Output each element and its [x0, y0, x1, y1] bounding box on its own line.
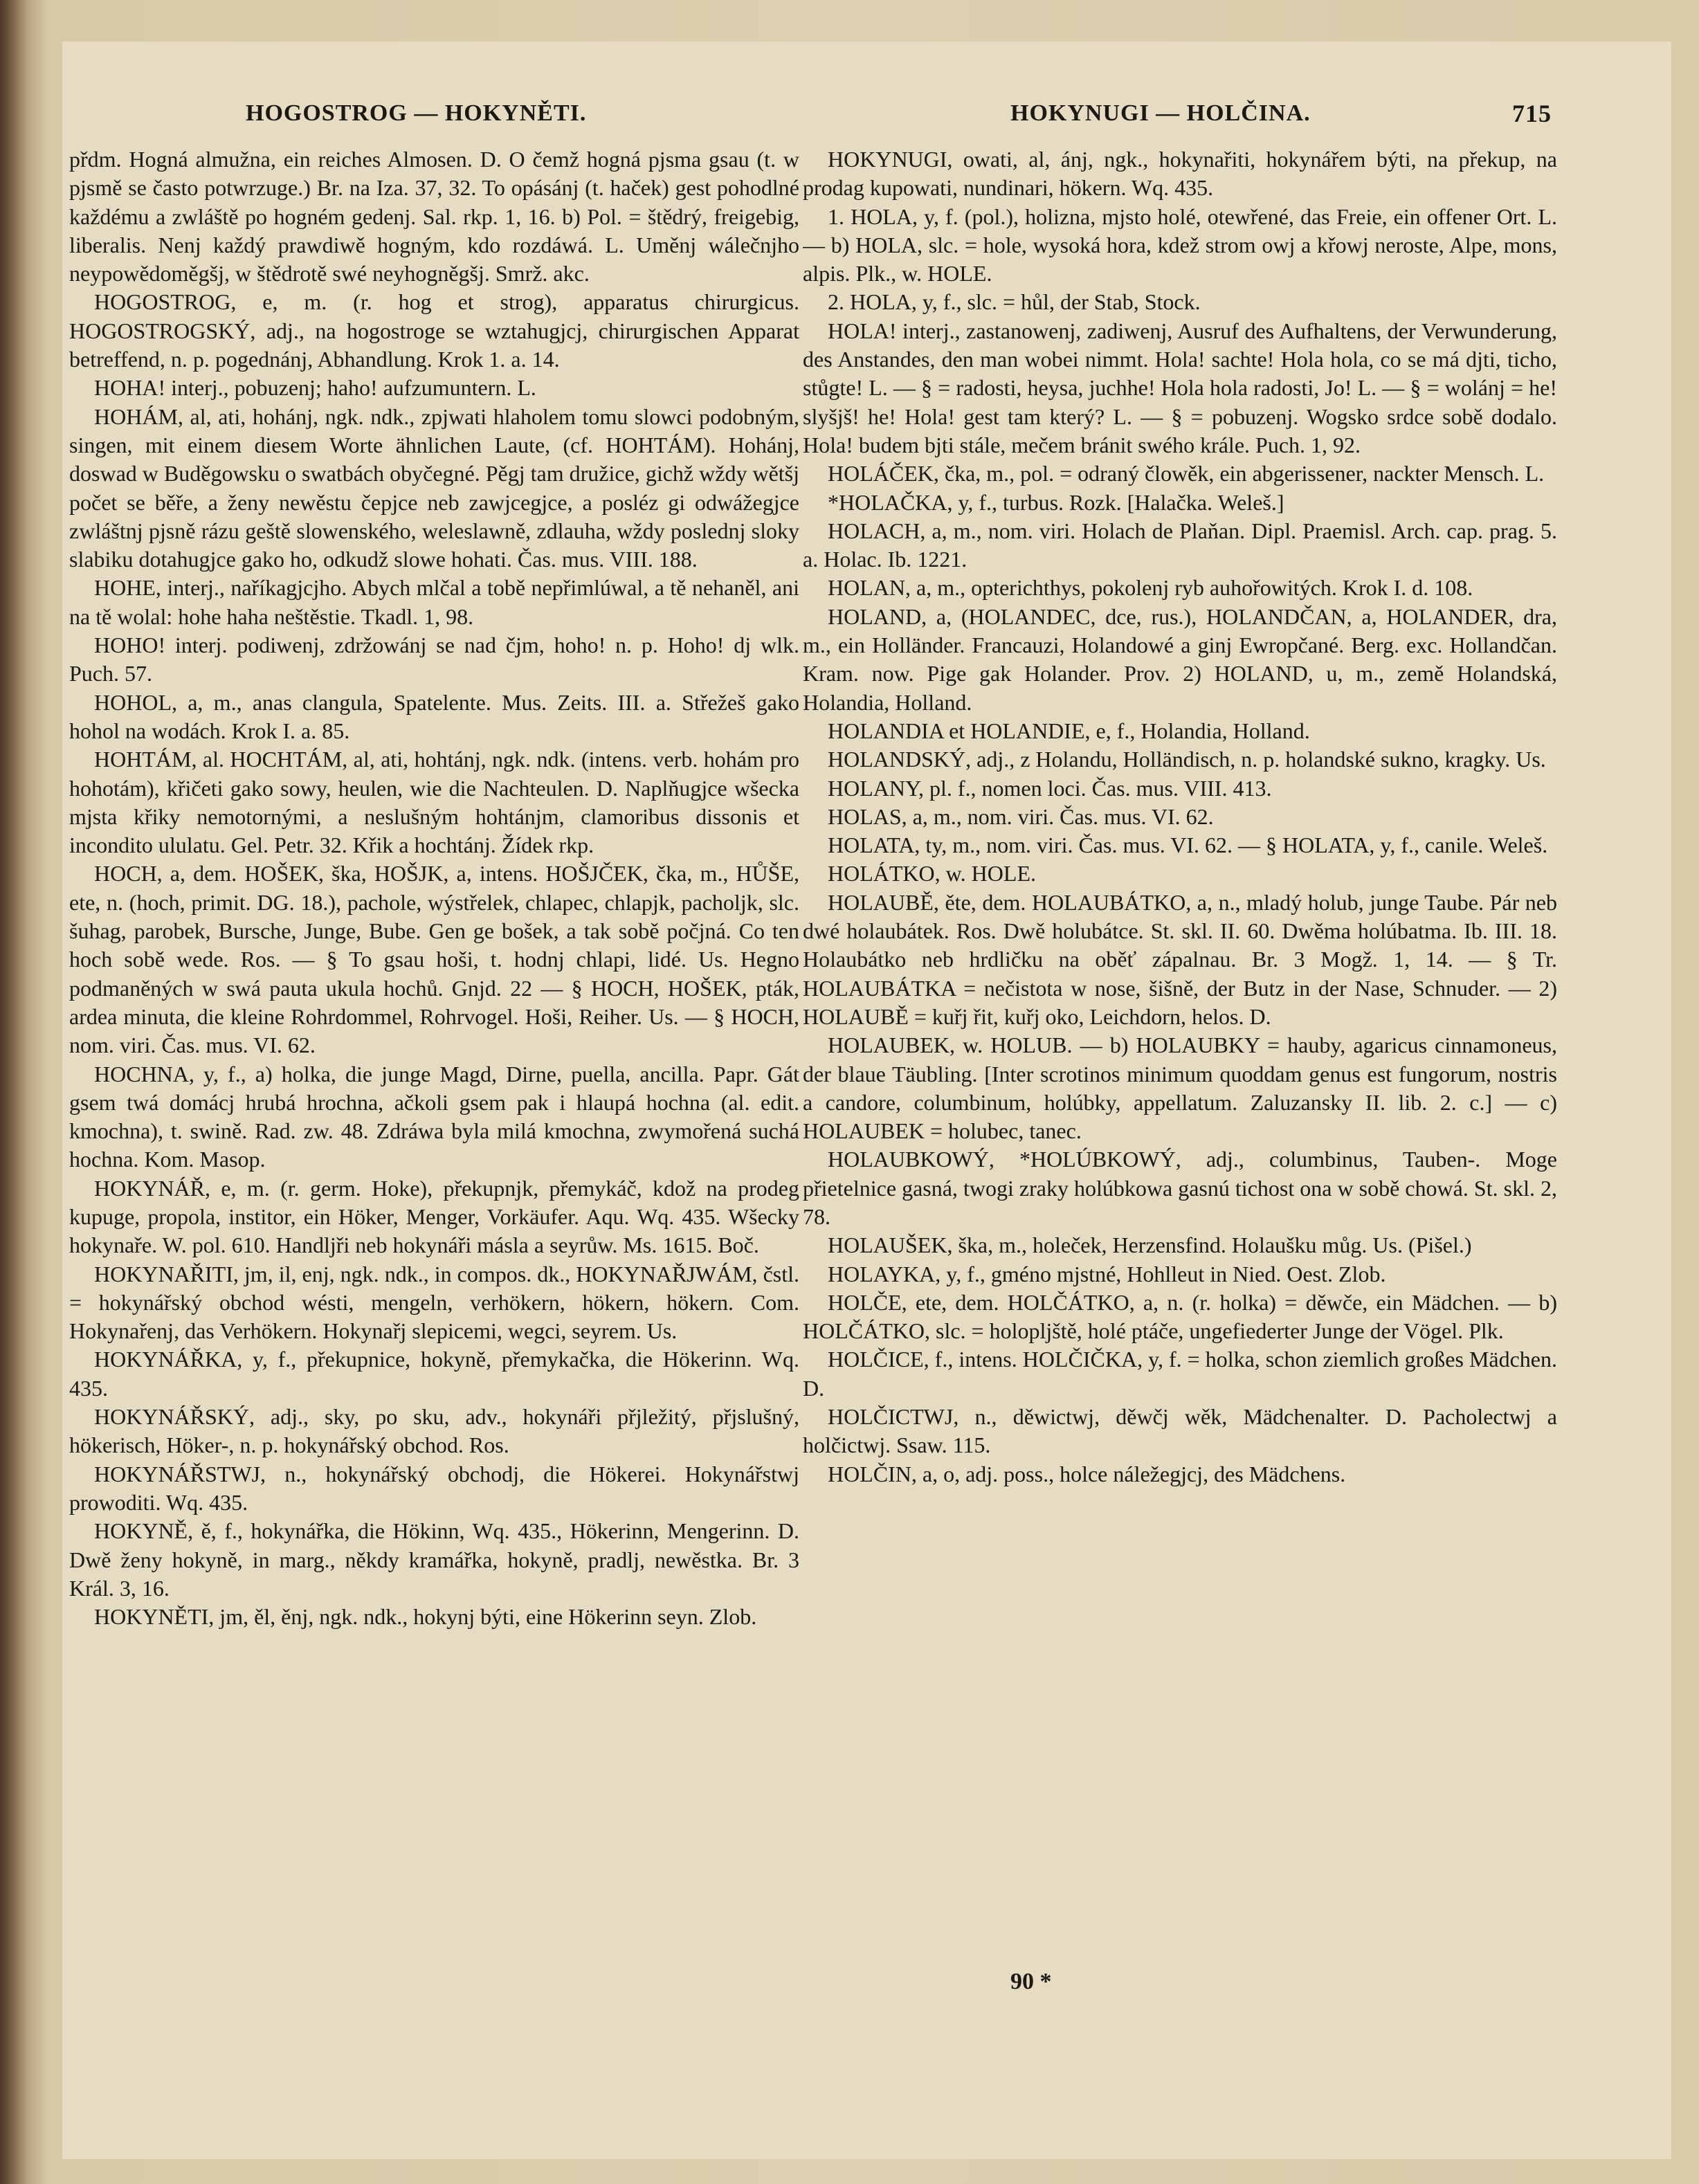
running-header	[69, 93, 1585, 142]
dictionary-entry: HOKYNĚTI, jm, ěl, ěnj, ngk. ndk., hokynj býti, eine Hökerinn seyn. Zlob.	[94, 1604, 757, 1630]
dictionary-entry: HOHOL, a, m., anas clangula, Spatelente. Mus. Zeits. III. a. Střežeš gako hohol na wodách. Krok I. a. 85.	[69, 689, 799, 743]
right-running-head: HOKYNUGI — HOLČINA.	[1010, 100, 1311, 126]
dictionary-entry: HOLČIN, a, o, adj. poss., holce náležegjcj, des Mädchens.	[828, 1461, 1346, 1486]
dictionary-entry: HOLAUBKOWÝ, *HOLÚBKOWÝ, adj., columbinus, Tauben-. Moge přietelnice gasná, twogi zraky holúbkowa gasnú tichost ona w sobě chowá. St. skl. 2, 78.	[803, 1147, 1557, 1229]
dictionary-entry: HOKYNÁŘSTWJ, n., hokynářský obchodj, die Hökerei. Hokynářstwj prowoditi. Wq. 435.	[69, 1461, 799, 1515]
dictionary-entry: HOKYNUGI, owati, al, ánj, ngk., hokynařiti, hokynářem býti, na překup, na prodag kupowati, nundinari, hökern. Wq. 435.	[803, 147, 1557, 201]
dictionary-entry: 2. HOLA, y, f., slc. = hůl, der Stab, Stock.	[828, 289, 1201, 315]
dictionary-entry: HOLAYKA, y, f., gméno mjstné, Hohlleut in Nied. Oest. Zlob.	[828, 1261, 1386, 1286]
dictionary-entry: HOLA! interj., zastanowenj, zadiwenj, Ausruf des Aufhaltens, der Verwunderung, des Anstandes, den man wobei nimmt. Hola! sachte! Hola hola, co se má djti, ticho, stůgte! L. — § = radosti, heysa, juchhe! Hola hola radosti, Jo! L. — § = wolánj = he! slyšjš! he! Hola! gest tam který? L. — § = pobuzenj. Wogsko srdce sobě dodalo. Hola! budem bjti stále, mečem bránit swého krále. Puch. 1, 92.	[803, 318, 1557, 457]
dictionary-entry: HOLATA, ty, m., nom. viri. Čas. mus. VI. 62. — § HOLATA, y, f., canile. Weleš.	[828, 832, 1548, 858]
dictionary-entry: HOHO! interj. podiwenj, zdržowánj se nad čjm, hoho! n. p. Hoho! dj wlk. Puch. 57.	[69, 633, 799, 686]
dictionary-entry: HOLÁTKO, w. HOLE.	[828, 861, 1036, 886]
dictionary-entry: HOLČICTWJ, n., děwictwj, děwčj wěk, Mädchenalter. D. Pacholectwj a holčictwj. Ssaw. 115.	[803, 1404, 1557, 1458]
dictionary-entry: HOLAUŠEK, ška, m., holeček, Herzensfind. Holaušku můg. Us. (Pišel.)	[828, 1232, 1472, 1258]
left-column	[69, 145, 799, 1972]
dictionary-entry: HOCHNA, y, f., a) holka, die junge Magd, Dirne, puella, ancilla. Papr. Gát gsem twá domácj hrubá hrochna, ačkoli gsem pak i hlaupá hochna (al. edit. kmochna), t. swině. Rad. zw. 48. Zdráwa byla milá kmochna, zwymořená suchá hochna. Kom. Masop.	[69, 1061, 799, 1172]
dictionary-entry: HOLČE, ete, dem. HOLČÁTKO, a, n. (r. holka) = děwče, ein Mädchen. — b) HOLČÁTKO, slc. = holopljště, holé ptáče, ungefiederter Junge der Vögel. Plk.	[803, 1289, 1557, 1344]
dictionary-entry: HOLACH, a, m., nom. viri. Holach de Plaňan. Dipl. Praemisl. Arch. cap. prag. 5. a. Holac. Ib. 1221.	[803, 518, 1557, 572]
left-running-head: HOGOSTROG — HOKYNĚTI.	[246, 100, 587, 126]
page-number: 715	[1512, 100, 1552, 127]
dictionary-entry: HOKYNĚ, ě, f., hokynářka, die Hökinn, Wq. 435., Hökerinn, Mengerinn. D. Dwě ženy hokyně, in marg., někdy kramářka, hokyně, pradlj, newěstka. Br. 3 Král. 3, 16.	[69, 1518, 799, 1601]
dictionary-entry: HOGOSTROG, e, m. (r. hog et strog), apparatus chirurgicus. HOGOSTROGSKÝ, adj., na hogostroge se wztahugjcj, chirurgischen Apparat betreffend, n. p. pogednánj, Abhandlung. Krok 1. a. 14.	[69, 289, 799, 372]
dictionary-entry: HOLAND, a, (HOLANDEC, dce, rus.), HOLANDČAN, a, HOLANDER, dra, m., ein Holländer. Francauzi, Holandowé a ginj Ewropčané. Berg. exc. Hollandčan. Kram. now. Pige gak Holander. Prov. 2) HOLAND, u, m., země Holandská, Holandia, Holland.	[803, 603, 1557, 715]
dictionary-entry: přdm. Hogná almužna, ein reiches Almosen. D. O čemž hogná pjsma gsau (t. w pjsmě se často potwrzuge.) Br. na Iza. 37, 32. To opásánj (t. haček) gest pohodlné každému a zwláště po hogném gedenj. Sal. rkp. 1, 16. b) Pol. = štědrý, freigebig, liberalis. Nenj každý prawdiwě hogným, kdo rozdáwá. L. Uměnj wálečnjho neypowědoměgšj, w štědrotě swé neyhogněgšj. Smrž. akc.	[69, 147, 799, 286]
dictionary-entry: HOLANDIA et HOLANDIE, e, f., Holandia, Holland.	[828, 718, 1310, 743]
dictionary-entry: HOLAS, a, m., nom. viri. Čas. mus. VI. 62.	[828, 803, 1214, 829]
dictionary-entry: HOHTÁM, al. HOCHTÁM, al, ati, hohtánj, ngk. ndk. (intens. verb. hohám pro hohotám), křičeti gako sowy, heulen, wie die Nachteulen. D. Naplňugjce wšecka mjsta křiky nemotornými, a neslušným hohtánjm, clamoribus dissonis et incondito ululatu. Gel. Petr. 32. Křik a hochtánj. Žídek rkp.	[69, 747, 799, 858]
dictionary-entry: HOHA! interj., pobuzenj; haho! aufzumuntern. L.	[94, 375, 536, 401]
dictionary-entry: 1. HOLA, y, f. (pol.), holizna, mjsto holé, otewřené, das Freie, ein offener Ort. L. — b) HOLA, slc. = hole, wysoká hora, kdež strom owj a křowj neroste, Alpe, mons, alpis. Plk., w. HOLE.	[803, 203, 1557, 286]
dictionary-entry: HOHE, interj., naříkagjcjho. Abych mlčal a tobě nepřimlúwal, a tě nehaněl, ani na tě wolal: hohe haha neštěstie. Tkadl. 1, 98.	[69, 575, 799, 629]
dictionary-entry: HOKYNÁŘKA, y, f., překupnice, hokyně, přemykačka, die Hökerinn. Wq. 435.	[69, 1347, 799, 1401]
dictionary-entry: HOKYNÁŘSKÝ, adj., sky, po sku, adv., hokynáři přjležitý, přjslušný, hökerisch, Höker-, n. p. hokynářský obchod. Ros.	[69, 1404, 799, 1458]
dictionary-entry: HOLAUBEK, w. HOLUB. — b) HOLAUBKY = hauby, agaricus cinnamoneus, der blaue Täubling. [Inter scrotinos minimum quoddam genus est fungorum, nostris a candore, columbinum, holúbky, appellatum. Zaluzansky II. lib. 2. c.] — c) HOLAUBEK = holubec, tanec.	[803, 1032, 1557, 1144]
dictionary-entry: HOKYNAŘITI, jm, il, enj, ngk. ndk., in compos. dk., HOKYNAŘJWÁM, čstl. = hokynářský obchod wésti, mengeln, verhökern, hökern, hökern. Com. Hokynařenj, das Verhökern. Hokynařj slepicemi, wegci, seyrem. Us.	[69, 1261, 799, 1344]
dictionary-entry: HOHÁM, al, ati, hohánj, ngk. ndk., zpjwati hlaholem tomu slowci podobným, singen, mit einem diesem Worte ähnlichen Laute, (cf. HOHTÁM). Hohánj, doswad w Buděgowsku o swatbách obyčegné. Pěgj tam družice, gichž wždy wětšj počet se běře, a ženy newěstu čepjce neb zawjcegjce, a posléz gi odwážegjce zwláštnj pjsně rázu geště slowenského, weleslawně, zdlauha, wždy poslednj sloky slabiku dotahugjce gako ho, odkudž slowe hohati. Čas. mus. VIII. 188.	[69, 403, 799, 572]
dictionary-entry: HOCH, a, dem. HOŠEK, ška, HOŠJK, a, intens. HOŠJČEK, čka, m., HŮŠE, ete, n. (hoch, primit. DG. 18.), pachole, wýstřelek, chlapec, chlapjk, pacholjk, slc. šuhag, parobek, Bursche, Junge, Bube. Gen ge bošek, a tak sobě počjná. Co ten hoch sobě wede. Ros. — § To gsau hoši, t. hodnj chlapi, lidé. Us. Hegno podmaněných w swá pauta ukula hochů. Gnjd. 22 — § HOCH, HOŠEK, pták, ardea minuta, die kleine Rohrdommel, Rohrvogel. Hoši, Reiher. Us. — § HOCH, nom. viri. Čas. mus. VI. 62.	[69, 861, 799, 1058]
dictionary-entry: HOLÁČEK, čka, m., pol. = odraný člowěk, ein abgerissener, nackter Mensch. L.	[828, 461, 1545, 486]
dictionary-entry: HOLČICE, f., intens. HOLČIČKA, y, f. = holka, schon ziemlich großes Mädchen. D.	[803, 1347, 1557, 1401]
dictionary-entry: *HOLAČKA, y, f., turbus. Rozk. [Halačka. Weleš.]	[828, 489, 1284, 515]
dictionary-entry: HOLAN, a, m., opterichthys, pokolenj ryb auhořowitých. Krok I. d. 108.	[828, 575, 1473, 601]
dictionary-entry: HOLANY, pl. f., nomen loci. Čas. mus. VIII. 413.	[828, 775, 1272, 801]
dictionary-entry: HOLANDSKÝ, adj., z Holandu, Holländisch, n. p. holandské sukno, kragky. Us.	[828, 747, 1546, 772]
right-column	[803, 145, 1557, 1972]
dictionary-entry: HOKYNÁŘ, e, m. (r. germ. Hoke), překupnjk, přemykáč, kdož na prodeg kupuge, propola, institor, ein Höker, Menger, Vorkäufer. Aqu. Wq. 435. Wšecky hokynaře. W. pol. 610. Handljři neb hokynáři másla a seyrůw. Ms. 1615. Boč.	[69, 1175, 799, 1258]
dictionary-entry: HOLAUBĚ, ěte, dem. HOLAUBÁTKO, a, n., mladý holub, junge Taube. Pár neb dwé holaubátek. Ros. Dwě holubátce. St. skl. II. 60. Dwěma holúbatma. Ib. III. 18. Holaubátko neb hrdličku na oběť zápalnau. Br. 3 Mogž. 1, 14. — § Tr. HOLAUBÁTKA = nečistota w nose, šišně, der Butz in der Nase, Schnuder. — 2) HOLAUBĚ = kuřj řit, kuřj oko, Leichdorn, helos. D.	[803, 889, 1557, 1029]
signature-mark: 90 *	[1010, 1969, 1052, 1994]
